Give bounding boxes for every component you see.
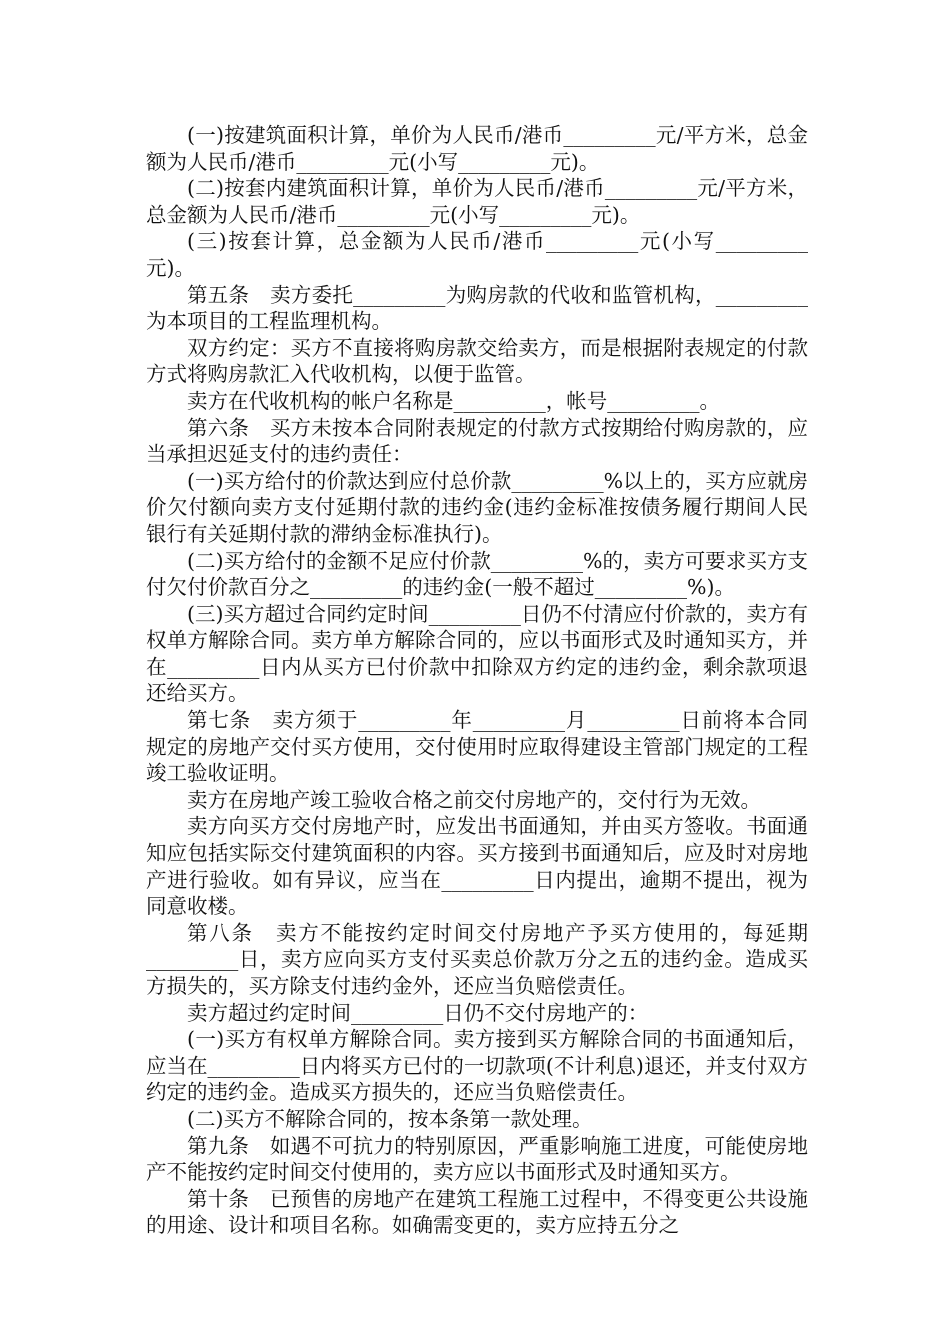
paragraph: 第五条 卖方委托_________为购房款的代收和监管机构，_________为本项目的工程监理机构。 <box>146 282 808 334</box>
paragraph: 卖方在房地产竣工验收合格之前交付房地产的，交付行为无效。 <box>187 787 761 812</box>
paragraph: 第七条 卖方须于_________年_________月_________日前将本合同规定的房地产交付买方使用，交付使用时应取得建设主管部门规定的工程竣工验收证明。 <box>146 708 808 786</box>
paragraph: (二)买方给付的金额不足应付价款_________%的，卖方可要求买方支付欠付价款百分之_________的违约金(一般不超过_________%)。 <box>146 548 808 600</box>
paragraph: (三)按套计算，总金额为人民币/港币_________元(小写_________元)。 <box>146 229 808 280</box>
paragraph: (一)按建筑面积计算，单价为人民币/港币_________元/平方米，总金额为人民币/港币_________元(小写_________元)。 <box>146 123 808 174</box>
paragraph: 卖方超过约定时间_________日仍不交付房地产的： <box>187 1000 649 1025</box>
paragraph: (一)买方有权单方解除合同。卖方接到买方解除合同的书面通知后，应当在_________日内将买方已付的一切款项(不计利息)退还，并支付双方约定的违约金。造成买方损失的，还应当负赔偿责任。 <box>146 1027 808 1105</box>
paragraph: 卖方在代收机构的帐户名称是_________，帐号_________。 <box>187 388 720 413</box>
paragraph: 第六条 买方未按本合同附表规定的付款方式按期给付购房款的，应当承担迟延支付的违约责任： <box>146 415 808 467</box>
paragraph: (三)买方超过合同约定时间_________日仍不付清应付价款的，卖方有权单方解除合同。卖方单方解除合同的，应以书面形式及时通知买方，并在_________日内从买方已付价款中扣除双方约定的违约金，剩余款项退还给买方。 <box>146 601 808 706</box>
paragraph: 双方约定：买方不直接将购房款交给卖方，而是根据附表规定的付款方式将购房款汇入代收机构，以便于监管。 <box>146 335 808 387</box>
contract-body <box>146 122 808 1239</box>
paragraph: (一)买方给付的价款达到应付总价款_________%以上的，买方应就房价欠付额向卖方支付延期付款的违约金(违约金标准按债务履行期间人民银行有关延期付款的滞纳金标准执行)。 <box>146 468 808 546</box>
paragraph: 卖方向买方交付房地产时，应发出书面通知，并由买方签收。书面通知应包括实际交付建筑面积的内容。买方接到书面通知后，应及时对房地产进行验收。如有异议，应当在_________日内提出，逾期不提出，视为同意收楼。 <box>146 814 808 919</box>
paragraph: 第九条 如遇不可抗力的特别原因，严重影响施工进度，可能使房地产不能按约定时间交付使用的，卖方应以书面形式及时通知买方。 <box>146 1133 808 1185</box>
paragraph: 第十条 已预售的房地产在建筑工程施工过程中，不得变更公共设施的用途、设计和项目名称。如确需变更的，卖方应持五分之 <box>146 1186 808 1238</box>
paragraph: (二)按套内建筑面积计算，单价为人民币/港币_________元/平方米，总金额为人民币/港币_________元(小写_________元)。 <box>146 176 808 227</box>
paragraph: (二)买方不解除合同的，按本条第一款处理。 <box>187 1106 593 1131</box>
paragraph: 第八条 卖方不能按约定时间交付房地产予买方使用的，每延期_________日，卖方应向买方支付买卖总价款万分之五的违约金。造成买方损失的，买方除支付违约金外，还应当负赔偿责任。 <box>146 920 808 998</box>
